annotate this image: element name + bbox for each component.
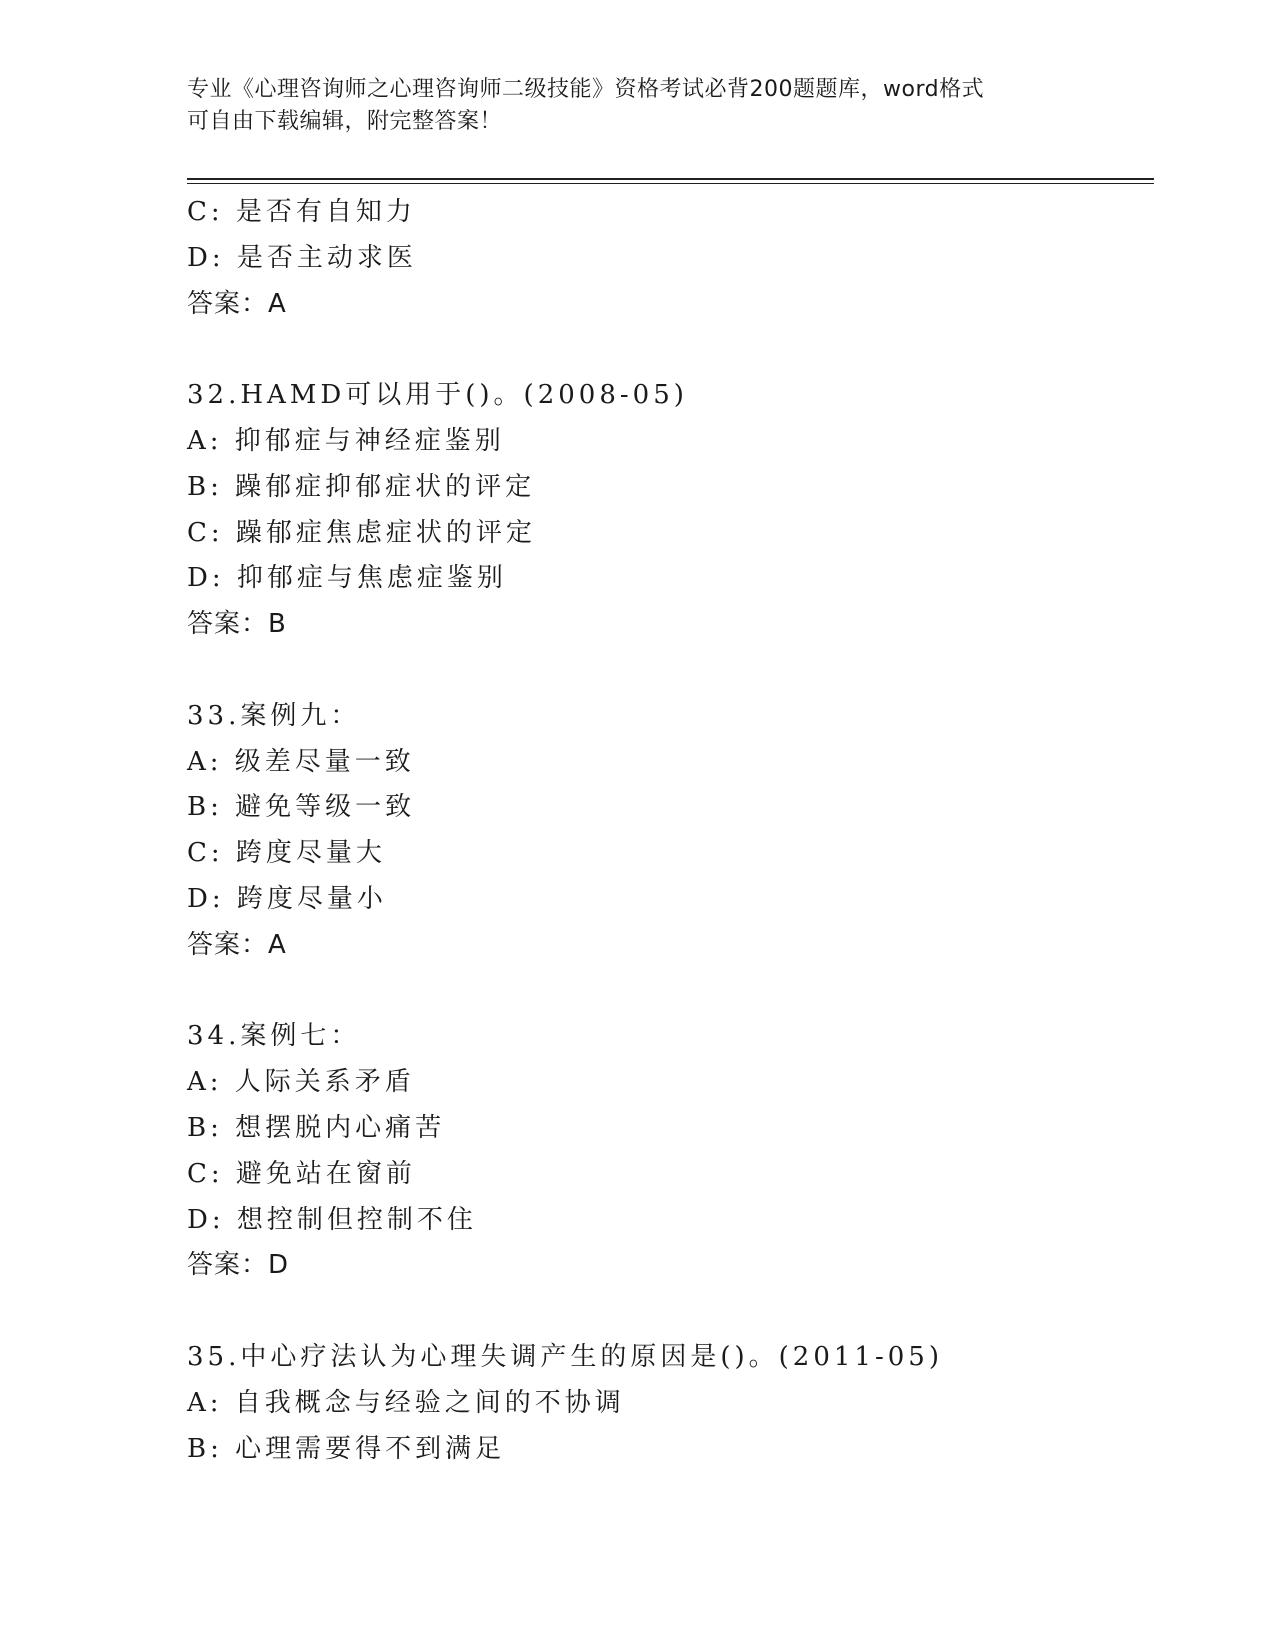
document-header [187,74,1087,138]
option-line: C: 跨度尽量大 [187,838,386,869]
option-line: A: 人际关系矛盾 [187,1067,415,1098]
block-spacer [187,1289,1154,1335]
option-line: B: 心理需要得不到满足 [187,1433,506,1464]
option-line: C: 避免站在窗前 [187,1158,416,1189]
question-stem: 32.HAMD可以用于()。(2008-05) [187,380,688,411]
option-line: D: 跨度尽量小 [187,883,387,914]
option-line: B: 想摆脱内心痛苦 [187,1112,446,1143]
option-line: A: 级差尽量一致 [187,746,415,777]
question-block [187,190,1154,327]
option-line: C: 是否有自知力 [187,197,416,227]
block-spacer [187,327,1154,373]
answer-line: 答案：A [187,929,287,960]
question-block [187,373,1154,648]
option-line: D: 想控制但控制不住 [187,1204,477,1235]
option-line: D: 是否主动求医 [187,242,417,273]
block-spacer [187,969,1154,1015]
option-line: B: 避免等级一致 [187,792,416,823]
option-line: C: 躁郁症焦虑症状的评定 [187,517,536,548]
question-stem: 33.案例九： [187,700,361,731]
option-line: D: 抑郁症与焦虑症鉴别 [187,563,507,594]
question-block [187,1014,1154,1289]
option-line: A: 抑郁症与神经症鉴别 [187,425,505,456]
block-spacer [187,648,1154,694]
question-list [187,190,1154,1472]
header-divider-bottom [187,183,1154,184]
header-line-2: 可自由下载编辑，附完整答案！ [187,109,503,134]
option-line: B: 躁郁症抑郁症状的评定 [187,471,536,502]
answer-line: 答案：B [187,609,287,640]
header-divider-top [187,178,1154,180]
option-line: A: 自我概念与经验之间的不协调 [187,1387,625,1418]
header-line-1: 专业《心理咨询师之心理咨询师二级技能》资格考试必背200题题库，word格式 [187,77,985,102]
question-block [187,694,1154,969]
question-block [187,1335,1154,1472]
question-stem: 35.中心疗法认为心理失调产生的原因是()。(2011-05) [187,1341,943,1372]
answer-line: 答案：D [187,1250,290,1281]
answer-line: 答案：A [187,288,287,319]
question-stem: 34.案例七： [187,1021,361,1052]
